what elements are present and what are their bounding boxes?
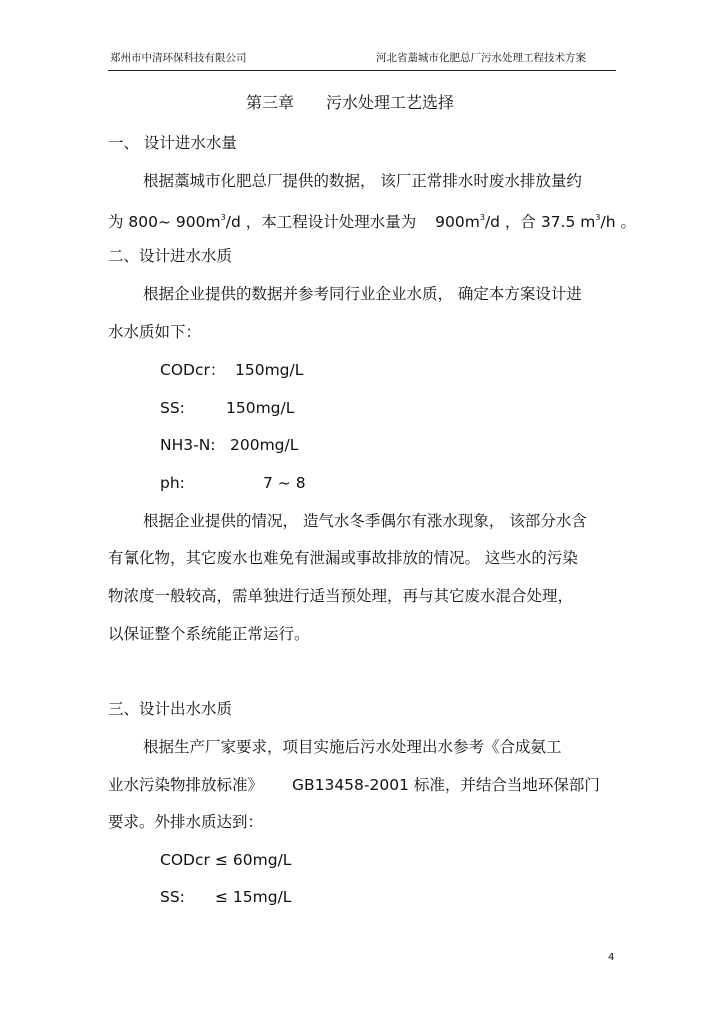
standard-code: GB13458-2001 标准，并结合当地环保部门	[291, 776, 600, 794]
inflow-hourly-unit: /h 。	[600, 213, 636, 231]
inflow-range: 为 800~ 900m	[108, 213, 221, 231]
section2-paragraph2-line2: 有氰化物，其它废水也难免有泄漏或事故排放的情况。 这些水的污染	[108, 549, 578, 567]
param-value-nh3n: 200mg/L	[230, 436, 299, 454]
param-value-ss: 150mg/L	[226, 399, 295, 417]
out-param-name-ss: SS:	[160, 888, 185, 906]
inflow-hourly-label: /d ，合 37.5 m	[484, 213, 596, 231]
inflow-design-label: /d ，本工程设计处理水量为	[225, 213, 417, 231]
param-name-ph: ph:	[160, 474, 185, 492]
page-header	[108, 48, 616, 71]
section2-paragraph1-line2: 水水质如下：	[108, 323, 202, 341]
section1-heading: 一、 设计进水水量	[108, 134, 237, 152]
param-value-cod: 150mg/L	[235, 361, 304, 379]
section2-paragraph2-line4: 以保证整个系统能正常运行。	[108, 625, 310, 643]
chapter-title: 污水处理工艺选择	[326, 93, 455, 112]
section2-paragraph2-line3: 物浓度一般较高，需单独进行适当预处理，再与其它废水混合处理，	[108, 587, 574, 605]
section2-paragraph1-line1: 根据企业提供的数据并参考同行业企业水质， 确定本方案设计进	[143, 285, 582, 303]
param-name-ss: SS:	[160, 399, 185, 417]
section3-paragraph-line2	[108, 775, 600, 795]
chapter-number: 第三章	[246, 93, 295, 112]
section2-paragraph2-line1: 根据企业提供的情况， 造气水冬季偶尔有涨水现象， 该部分水含	[143, 512, 587, 530]
param-name-nh3n: NH3-N:	[160, 436, 216, 454]
header-document-title: 河北省藁城市化肥总厂污水处理工程技术方案	[376, 52, 586, 64]
out-param-value-cod: ≤ 60mg/L	[215, 851, 292, 869]
section1-paragraph-line2	[108, 208, 636, 232]
out-param-name-cod: CODcr	[160, 851, 210, 869]
superscript-3: 3	[479, 213, 485, 222]
superscript-3: 3	[220, 213, 226, 222]
section3-paragraph-line1: 根据生产厂家要求，项目实施后污水处理出水参考《合成氨工	[143, 738, 562, 756]
section1-paragraph-line1: 根据藁城市化肥总厂提供的数据， 该厂正常排水时废水排放量约	[143, 172, 582, 190]
out-param-value-ss: ≤ 15mg/L	[215, 888, 292, 906]
param-value-ph: 7 ~ 8	[263, 474, 306, 492]
page-number: 4	[608, 952, 615, 963]
standard-name: 业水污染物排放标准》	[108, 776, 264, 794]
inflow-design-value: 900m	[435, 213, 480, 231]
header-company: 郑州市中清环保科技有限公司	[110, 52, 247, 64]
section2-heading: 二、设计进水水质	[108, 247, 233, 265]
section3-paragraph-line3: 要求。外排水质达到：	[108, 813, 264, 831]
param-name-cod: CODcr：	[160, 361, 226, 379]
superscript-3: 3	[595, 213, 601, 222]
section3-heading: 三、设计出水水质	[108, 700, 233, 718]
